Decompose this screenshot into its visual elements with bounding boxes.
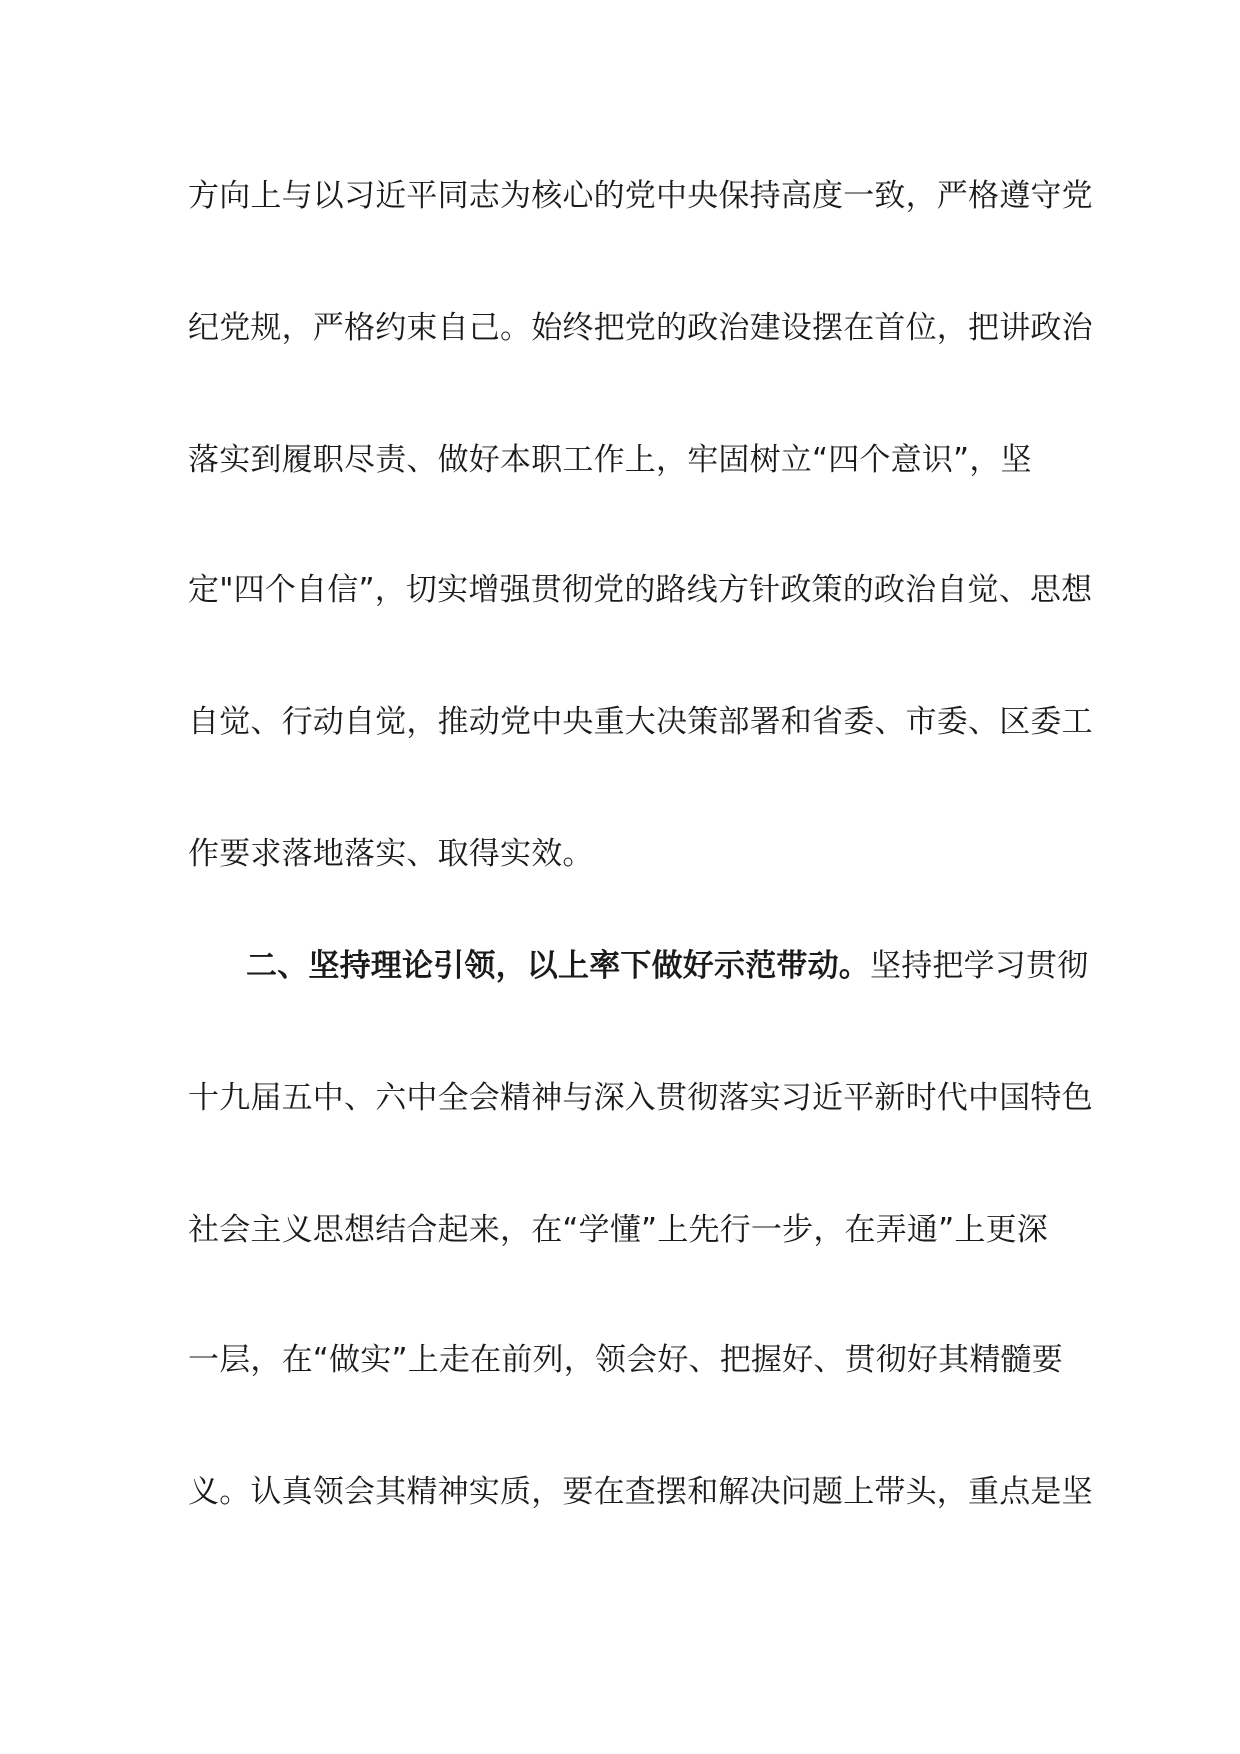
paragraph-1-line-3: 落实到履职尽责、做好本职工作上，牢固树立“四个意识”，坚	[188, 442, 1032, 478]
paragraph-2-first-line-text: 坚持把学习贯彻	[870, 948, 1089, 984]
paragraph-2-line-5: 义。认真领会其精神实质，要在查摆和解决问题上带头，重点是坚	[188, 1474, 1093, 1510]
paragraph-2-line-3: 社会主义思想结合起来，在“学懂”上先行一步，在弄通”上更深	[188, 1212, 1048, 1248]
paragraph-2-line-2: 十九届五中、六中全会精神与深入贯彻落实习近平新时代中国特色	[188, 1080, 1093, 1116]
paragraph-2-line-1	[246, 946, 1088, 986]
paragraph-1-line-5: 自觉、行动自觉，推动党中央重大决策部署和省委、市委、区委工	[188, 704, 1093, 740]
paragraph-1-line-4: 定"四个自信”，切实增强贯彻党的路线方针政策的政治自觉、思想	[188, 572, 1093, 608]
paragraph-2-line-4: 一层，在“做实”上走在前列，领会好、把握好、贯彻好其精髓要	[188, 1342, 1063, 1378]
section-heading: 二、坚持理论引领，以上率下做好示范带动。	[246, 948, 870, 984]
paragraph-1-line-6: 作要求落地落实、取得实效。	[188, 836, 594, 872]
paragraph-1-line-1: 方向上与以习近平同志为核心的党中央保持高度一致，严格遵守党	[188, 178, 1093, 214]
paragraph-1-line-2: 纪党规，严格约束自己。始终把党的政治建设摆在首位，把讲政治	[188, 310, 1093, 346]
